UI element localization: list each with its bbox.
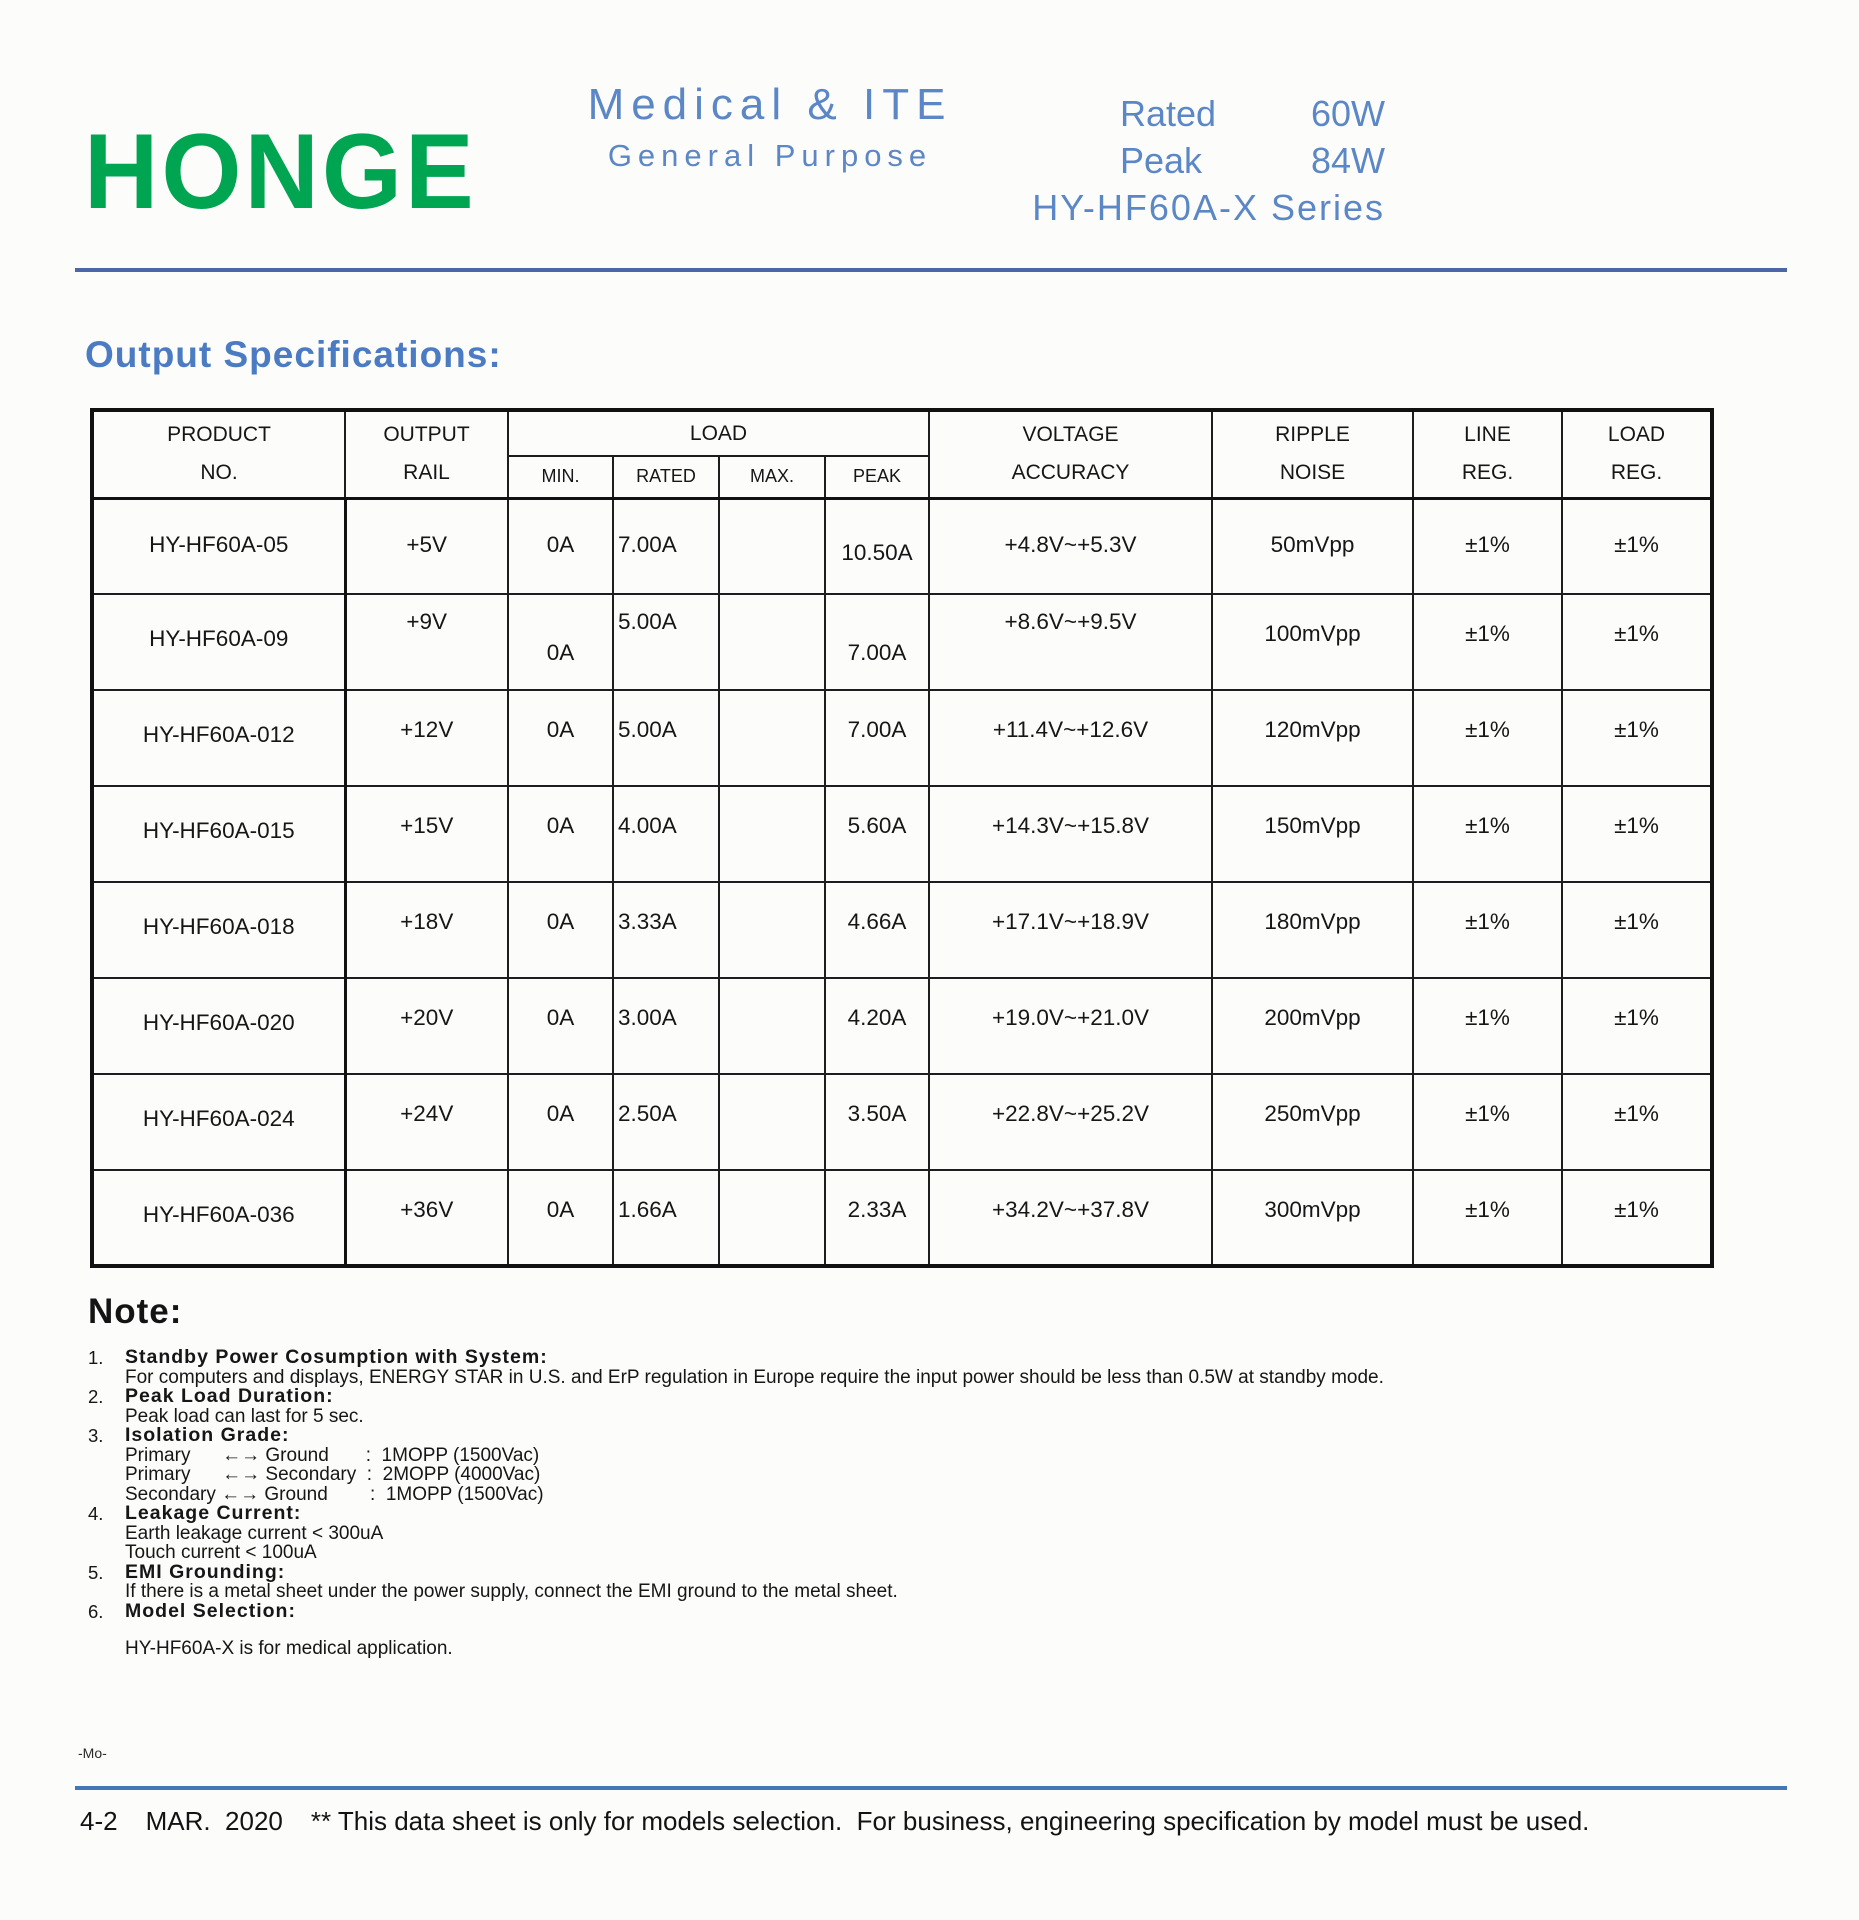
note-line: Primary ←→ Secondary : 2MOPP (4000Vac) [125, 1464, 541, 1485]
power-rating-block [1005, 90, 1385, 231]
cell-rated: 1.66A [613, 1170, 719, 1266]
cell-max [719, 882, 825, 978]
section-title: Output Specifications: [85, 334, 502, 375]
cell-rail: +9V [345, 594, 508, 690]
cell-max [719, 786, 825, 882]
cell-product: HY-HF60A-09 [92, 594, 345, 690]
note-content [125, 1504, 1778, 1563]
table-row [92, 1074, 1712, 1170]
note-line: Peak load can last for 5 sec. [125, 1405, 364, 1427]
note-content [125, 1560, 1778, 1602]
note-content [125, 1348, 1778, 1387]
cell-peak: 7.00A [825, 594, 929, 690]
cell-rated: 4.00A [613, 786, 719, 882]
cell-product: HY-HF60A-024 [92, 1074, 345, 1170]
note-title: Model Selection: [125, 1599, 296, 1622]
note-line: Secondary ←→ Ground : 1MOPP (1500Vac) [125, 1483, 544, 1505]
cell-line-reg: ±1% [1413, 1170, 1562, 1266]
cell-line-reg: ±1% [1413, 498, 1562, 594]
rated-value: 60W [1310, 93, 1385, 134]
notes-heading: Note: [88, 1292, 183, 1331]
cell-rail: +15V [345, 786, 508, 882]
header-text: RIPPLE [1275, 423, 1350, 447]
cell-accuracy: +8.6V~+9.5V [929, 594, 1212, 690]
page-number: 4-2 [80, 1806, 118, 1836]
cell-min: 0A [508, 690, 613, 786]
cell-min: 0A [508, 1170, 613, 1266]
cell-line-reg: ±1% [1413, 690, 1562, 786]
cell-load-reg: ±1% [1562, 1170, 1712, 1266]
footer-mark: -Mo- [78, 1745, 107, 1761]
header-text: RAIL [403, 461, 450, 485]
col-header-output-rail [345, 410, 508, 498]
note-item-6 [88, 1599, 1778, 1659]
note-item-1 [88, 1348, 1778, 1387]
note-title: Leakage Current: [125, 1502, 302, 1524]
cell-ripple: 50mVpp [1212, 498, 1413, 594]
cell-min: 0A [508, 978, 613, 1074]
header-text: NO. [200, 461, 238, 485]
cell-load-reg: ±1% [1562, 882, 1712, 978]
note-line: Primary ←→ Ground : 1MOPP (1500Vac) [125, 1444, 540, 1466]
cell-product: HY-HF60A-012 [92, 690, 345, 786]
cell-load-reg: ±1% [1562, 690, 1712, 786]
cell-min: 0A [508, 786, 613, 882]
col-header-voltage-accuracy [929, 410, 1212, 498]
note-line: For computers and displays, ENERGY STAR in U.S. and ErP regulation in Europe require the input power should be less than 0.5W at standby mode. [125, 1366, 1384, 1388]
cell-peak: 2.33A [825, 1170, 929, 1266]
page-title: Medical & ITE [587, 80, 953, 129]
cell-rail: +20V [345, 978, 508, 1074]
cell-rail: +5V [345, 498, 508, 594]
note-number: 4. [88, 1503, 104, 1524]
cell-accuracy: +11.4V~+12.6V [929, 690, 1212, 786]
cell-accuracy: +14.3V~+15.8V [929, 786, 1212, 882]
col-header-max: MAX. [719, 456, 825, 498]
cell-max [719, 498, 825, 594]
footer-divider [75, 1786, 1787, 1790]
note-title: Peak Load Duration: [125, 1385, 334, 1407]
note-title: Standby Power Cosumption with System: [125, 1346, 548, 1368]
table-row [92, 594, 1712, 690]
cell-min: 0A [508, 498, 613, 594]
peak-power-row [1120, 137, 1385, 184]
cell-load-reg: ±1% [1562, 786, 1712, 882]
table-row [92, 978, 1712, 1074]
cell-rated: 3.33A [613, 882, 719, 978]
cell-product: HY-HF60A-015 [92, 786, 345, 882]
cell-rail: +12V [345, 690, 508, 786]
output-spec-table [90, 408, 1714, 1268]
header-text: REG. [1461, 461, 1514, 485]
cell-rated: 5.00A [613, 690, 719, 786]
cell-rated: 5.00A [613, 594, 719, 690]
footer-disclaimer: ** This data sheet is only for models selection. For business, engineering specification by model must be used. [310, 1806, 1590, 1836]
col-header-product-no [92, 410, 345, 498]
note-item-3 [88, 1426, 1778, 1504]
header-text: ACCURACY [1011, 461, 1130, 485]
cell-product: HY-HF60A-036 [92, 1170, 345, 1266]
header-text: NOISE [1279, 461, 1346, 485]
header-text: LOAD [1607, 423, 1666, 447]
cell-ripple: 180mVpp [1212, 882, 1413, 978]
note-line: HY-HF60A-X is for medical application. [125, 1638, 453, 1659]
cell-line-reg: ±1% [1413, 1074, 1562, 1170]
cell-min: 0A [508, 882, 613, 978]
col-header-load-reg [1562, 410, 1712, 498]
cell-rail: +18V [345, 882, 508, 978]
col-header-ripple-noise [1212, 410, 1413, 498]
note-number: 5. [88, 1561, 104, 1583]
cell-ripple: 200mVpp [1212, 978, 1413, 1074]
cell-load-reg: ±1% [1562, 498, 1712, 594]
cell-product: HY-HF60A-018 [92, 882, 345, 978]
output-spec-table-wrap [90, 408, 1714, 1268]
cell-load-reg: ±1% [1562, 594, 1712, 690]
cell-load-reg: ±1% [1562, 1074, 1712, 1170]
peak-value: 84W [1310, 140, 1385, 181]
cell-accuracy: +17.1V~+18.9V [929, 882, 1212, 978]
cell-peak: 4.20A [825, 978, 929, 1074]
note-number: 2. [88, 1386, 104, 1407]
cell-max [719, 690, 825, 786]
table-row [92, 786, 1712, 882]
honge-logo: HONGE [84, 111, 477, 231]
cell-line-reg: ±1% [1413, 978, 1562, 1074]
header-text: REG. [1610, 461, 1663, 485]
note-content [125, 1599, 1778, 1659]
note-number: 6. [88, 1600, 104, 1622]
header-text: PRODUCT [167, 423, 271, 447]
note-line: Earth leakage current < 300uA [125, 1522, 384, 1544]
table-row [92, 882, 1712, 978]
cell-peak: 7.00A [825, 690, 929, 786]
cell-accuracy: +34.2V~+37.8V [929, 1170, 1212, 1266]
cell-load-reg: ±1% [1562, 978, 1712, 1074]
rated-label: Rated [1120, 93, 1217, 134]
table-row [92, 498, 1712, 594]
col-header-min: MIN. [508, 456, 613, 498]
cell-peak: 5.60A [825, 786, 929, 882]
cell-ripple: 150mVpp [1212, 786, 1413, 882]
cell-peak: 3.50A [825, 1074, 929, 1170]
note-line: If there is a metal sheet under the power supply, connect the EMI ground to the metal sheet. [125, 1581, 898, 1602]
note-content [125, 1387, 1778, 1426]
cell-rated: 2.50A [613, 1074, 719, 1170]
footer-text [80, 1806, 1589, 1837]
cell-product: HY-HF60A-020 [92, 978, 345, 1074]
cell-peak: 10.50A [825, 498, 929, 594]
cell-accuracy: +19.0V~+21.0V [929, 978, 1212, 1074]
series-name: HY-HF60A-X Series [1032, 187, 1385, 228]
rated-power-row [1120, 90, 1385, 137]
table-header-row-1 [92, 410, 1712, 456]
page-subtitle: General Purpose [607, 138, 933, 173]
cell-accuracy: +22.8V~+25.2V [929, 1074, 1212, 1170]
cell-line-reg: ±1% [1413, 786, 1562, 882]
header-text: OUTPUT [383, 423, 470, 447]
table-row [92, 1170, 1712, 1266]
col-header-peak: PEAK [825, 456, 929, 498]
col-header-rated: RATED [613, 456, 719, 498]
note-item-5 [88, 1560, 1778, 1602]
cell-ripple: 250mVpp [1212, 1074, 1413, 1170]
cell-ripple: 100mVpp [1212, 594, 1413, 690]
header-text: LINE [1464, 423, 1511, 447]
cell-rated: 7.00A [613, 498, 719, 594]
cell-min: 0A [508, 1074, 613, 1170]
table-row [92, 690, 1712, 786]
note-content [125, 1426, 1778, 1504]
cell-peak: 4.66A [825, 882, 929, 978]
note-item-4 [88, 1504, 1778, 1563]
note-line: Touch current < 100uA [125, 1542, 317, 1563]
cell-line-reg: ±1% [1413, 882, 1562, 978]
footer-date: MAR. 2020 [145, 1806, 283, 1836]
cell-max [719, 1074, 825, 1170]
col-header-line-reg [1413, 410, 1562, 498]
cell-max [719, 978, 825, 1074]
cell-min: 0A [508, 594, 613, 690]
note-number: 3. [88, 1425, 104, 1446]
note-title: Isolation Grade: [125, 1424, 290, 1446]
cell-rated: 3.00A [613, 978, 719, 1074]
note-number: 1. [88, 1347, 104, 1368]
note-title: EMI Grounding: [125, 1560, 286, 1583]
col-header-load: LOAD [508, 410, 929, 456]
cell-product: HY-HF60A-05 [92, 498, 345, 594]
cell-accuracy: +4.8V~+5.3V [929, 498, 1212, 594]
cell-max [719, 594, 825, 690]
cell-ripple: 300mVpp [1212, 1170, 1413, 1266]
cell-max [719, 1170, 825, 1266]
note-item-2 [88, 1387, 1778, 1426]
header-text: VOLTAGE [1022, 423, 1119, 447]
header-title-block [570, 80, 970, 174]
cell-ripple: 120mVpp [1212, 690, 1413, 786]
header-divider [75, 268, 1787, 272]
notes-section [88, 1292, 1778, 1659]
cell-rail: +24V [345, 1074, 508, 1170]
peak-label: Peak [1120, 140, 1203, 181]
cell-line-reg: ±1% [1413, 594, 1562, 690]
cell-rail: +36V [345, 1170, 508, 1266]
